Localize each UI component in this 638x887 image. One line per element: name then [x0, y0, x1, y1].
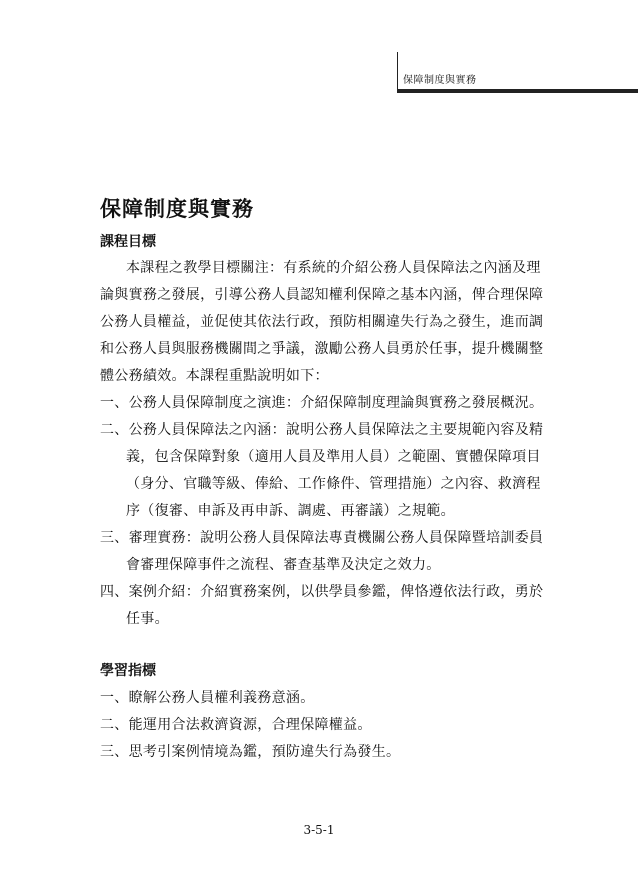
intro-line: 論與實務之發展，引導公務人員認知權利保障之基本內涵，俾合理保障 — [100, 287, 544, 303]
running-header: 保障制度與實務 — [403, 75, 477, 86]
goal-item-1: 一、公務人員保障制度之演進：介紹保障制度理論與實務之發展概況。 — [100, 395, 544, 411]
goal-item-3-cont: 會審理保障事件之流程、審查基準及決定之效力。 — [126, 557, 441, 573]
header-vertical-rule — [397, 52, 398, 90]
header-horizontal-rule — [397, 89, 638, 93]
indicator-item-2: 二、能運用合法救濟資源，合理保障權益。 — [100, 717, 372, 733]
goal-item-2-cont: 序（復審、申訴及再申訴、調處、再審議）之規範。 — [126, 503, 455, 519]
page-number: 3-5-1 — [303, 823, 335, 837]
intro-line: 和公務人員與服務機關間之爭議，激勵公務人員勇於任事，提升機關整 — [100, 341, 544, 357]
page-title: 保障制度與實務 — [100, 196, 254, 221]
goal-item-4-cont: 任事。 — [126, 611, 169, 627]
goal-item-2-cont: 義，包含保障對象（適用人員及準用人員）之範圍、實體保障項目 — [126, 449, 541, 465]
intro-line: 公務人員權益，並促使其依法行政，預防相關違失行為之發生，進而調 — [100, 314, 544, 330]
intro-line: 體公務績效。本課程重點說明如下： — [100, 368, 329, 384]
course-goals-heading: 課程目標 — [100, 234, 156, 250]
goal-item-4: 四、案例介紹：介紹實務案例，以供學員參鑑，俾恪遵依法行政，勇於 — [100, 584, 544, 600]
goal-item-2: 二、公務人員保障法之內涵：說明公務人員保障法之主要規範內容及精 — [100, 422, 544, 438]
goal-item-2-cont: （身分、官職等級、俸給、工作條件、管理措施）之內容、救濟程 — [126, 476, 541, 492]
goal-item-3: 三、審理實務：說明公務人員保障法專責機關公務人員保障暨培訓委員 — [100, 530, 544, 546]
learning-indicators-heading: 學習指標 — [100, 663, 156, 679]
indicator-item-1: 一、瞭解公務人員權利義務意涵。 — [100, 690, 315, 706]
intro-line: 本課程之教學目標關注：有系統的介紹公務人員保障法之內涵及理 — [126, 260, 541, 276]
indicator-item-3: 三、思考引案例情境為鑑，預防違失行為發生。 — [100, 744, 401, 760]
